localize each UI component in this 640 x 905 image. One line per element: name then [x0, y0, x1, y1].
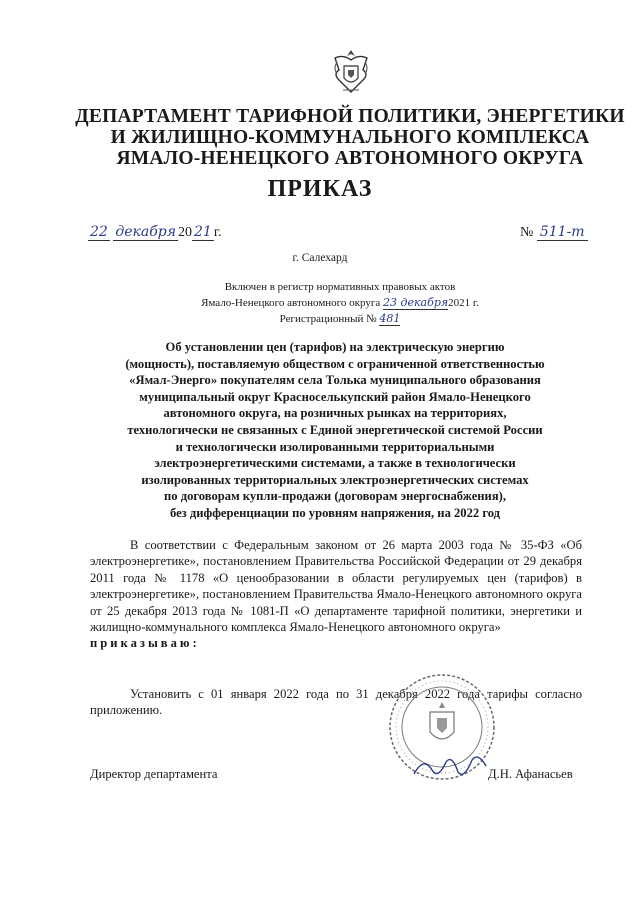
title-line: Об установлении цен (тарифов) на электрическую энергию	[165, 340, 505, 354]
order-number	[520, 224, 588, 241]
order-body	[90, 686, 582, 719]
preamble-text: В соответствии с Федеральным законом от 26 марта 2003 года № 35-ФЗ «Об электроэнергетике», постановлением Правительства Российской Федерации от 29 декабря 2011 года № 1178 «О ценообразовании в области регулируемых цен (тарифов) в электроэнергетике», постановлением Правительства Ямало-Ненецкого автономного округа от 25 декабря 2013 года № 1081-П «О департаменте тарифной политики, энергетики и жилищно-коммунального комплекса Ямало-Ненецкого автономного округа»	[90, 538, 582, 635]
title-line: по договорам купли-продажи (договорам энергоснабжения),	[164, 489, 506, 504]
title-line: технологически не связанных с Единой энергетической системой России	[127, 422, 543, 437]
date-year-prefix: 20	[177, 225, 192, 240]
registry-line-2-suffix: 2021 г.	[448, 297, 479, 309]
order-title	[90, 339, 580, 522]
signer-name: Д.Н. Афанасьев	[488, 767, 573, 781]
title-line: без дифференциации по уровням напряжения, на 2022 год	[169, 505, 501, 520]
registry-number: 481	[379, 312, 401, 325]
handwritten-signature-icon	[410, 752, 490, 782]
registry-line-2	[150, 295, 530, 311]
department-name-line-3: ЯМАЛО-НЕНЕЦКОГО АВТОНОМНОГО ОКРУГА	[116, 148, 584, 169]
department-name-line-1: ДЕПАРТАМЕНТ ТАРИФНОЙ ПОЛИТИКИ, ЭНЕРГЕТИКИ	[75, 106, 625, 127]
registry-line-2-prefix: Ямало-Ненецкого автономного округа	[201, 297, 381, 309]
date-day: 22	[90, 224, 108, 240]
coat-of-arms-icon	[329, 48, 373, 98]
title-line: (мощность), поставляемую обществом с ограниченной ответственностью	[125, 356, 545, 371]
order-word: приказываю:	[90, 636, 200, 651]
date-year-suffix: 21	[193, 224, 212, 240]
registry-line-3	[150, 311, 530, 327]
preamble	[90, 537, 582, 652]
date-suffix: г.	[213, 225, 222, 240]
title-line: электроэнергетическими системами, а также в технологически	[154, 456, 516, 471]
signer-position: Директор департамента	[90, 767, 218, 781]
document-type-title: ПРИКАЗ	[267, 176, 373, 202]
number-value: 511-т	[537, 224, 588, 241]
registry-number-label: Регистрационный №	[279, 313, 377, 325]
title-line: изолированных территориальных электроэнергетических системах	[141, 472, 529, 487]
department-name-line-2: И ЖИЛИЩНО-КОММУНАЛЬНОГО КОМПЛЕКСА	[110, 127, 590, 148]
title-line: муниципальный округ Красноселькупский район Ямало-Ненецкого	[139, 389, 531, 404]
order-text: Установить с 01 января 2022 года по 31 декабря 2022 года тарифы согласно приложению.	[90, 687, 582, 718]
city: г. Салехард	[292, 252, 348, 264]
title-line: и технологически изолированными территориальными	[175, 439, 495, 454]
title-line: автономного округа, на розничных рынках на территориях,	[163, 406, 507, 421]
number-label: №	[520, 225, 534, 240]
title-line: «Ямал-Энерго» покупателям села Толька муниципального образования	[129, 373, 541, 388]
registry-date: 23 декабря	[383, 296, 449, 309]
order-date	[88, 224, 221, 241]
registry-line-1: Включен в регистр нормативных правовых актов	[224, 281, 456, 293]
date-month: декабря	[115, 224, 176, 240]
registry-note	[150, 279, 530, 327]
